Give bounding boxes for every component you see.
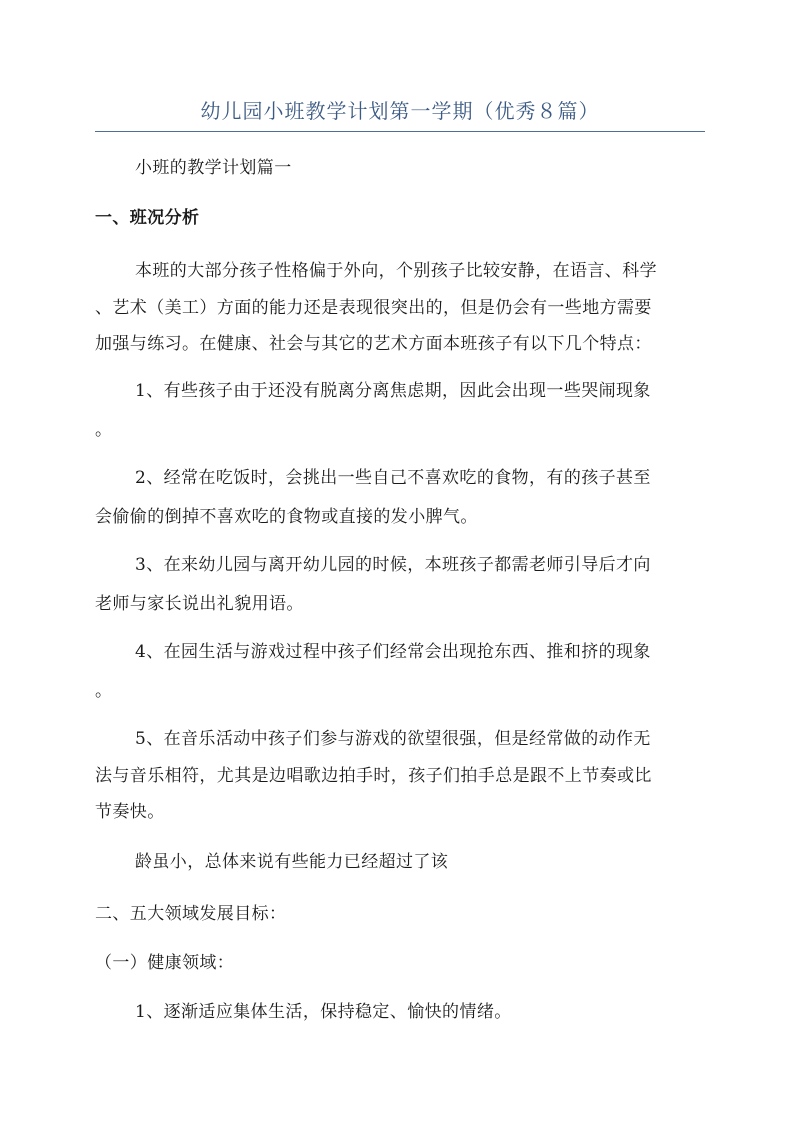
item-5-line-3: 节奏快。 <box>95 802 165 822</box>
item-5-line-1: 5、在音乐活动中孩子们参与游戏的欲望很强，但是经常做的动作无 <box>135 729 651 749</box>
intro-paragraph-line-1: 本班的大部分孩子性格偏于外向，个别孩子比较安静，在语言、科学 <box>135 261 657 281</box>
item-5-line-2: 法与音乐相符，尤其是边唱歌边拍手时，孩子们拍手总是跟不上节奏或比 <box>95 766 652 786</box>
item-1-line-1: 1、有些孩子由于还没有脱离分离焦虑期，因此会出现一些哭闹现象 <box>135 381 651 401</box>
item-2-line-2: 会偷偷的倒掉不喜欢吃的食物或直接的发小脾气。 <box>95 507 478 527</box>
item-3-line-2: 老师与家长说出礼貌用语。 <box>95 594 304 614</box>
intro-paragraph-line-2: 、艺术（美工）方面的能力还是表现很突出的，但是仍会有一些地方需要 <box>95 298 652 318</box>
item-2-line-1: 2、经常在吃饭时，会挑出一些自己不喜欢吃的食物，有的孩子甚至 <box>135 468 651 488</box>
section-heading-goals: 二、五大领域发展目标： <box>95 904 287 924</box>
item-1-line-2: 。 <box>95 420 113 440</box>
summary-line: 龄虽小，总体来说有些能力已经超过了该 <box>135 852 449 872</box>
intro-paragraph-line-3: 加强与练习。在健康、社会与其它的艺术方面本班孩子有以下几个特点： <box>95 334 652 354</box>
document-page <box>95 0 705 1131</box>
section-heading-class-analysis: 一、班况分析 <box>95 208 200 228</box>
title-divider <box>95 131 705 132</box>
subsection-heading-health: （一）健康领域： <box>95 953 235 973</box>
document-title: 幼儿园小班教学计划第一学期（优秀８篇） <box>200 99 600 123</box>
item-4-line-2: 。 <box>95 681 113 701</box>
subtitle: 小班的教学计划篇一 <box>135 158 292 178</box>
item-3-line-1: 3、在来幼儿园与离开幼儿园的时候，本班孩子都需老师引导后才向 <box>135 555 651 575</box>
health-goal-1: 1、逐渐适应集体生活，保持稳定、愉快的情绪。 <box>135 1002 512 1022</box>
item-4-line-1: 4、在园生活与游戏过程中孩子们经常会出现抢东西、推和挤的现象 <box>135 642 651 662</box>
